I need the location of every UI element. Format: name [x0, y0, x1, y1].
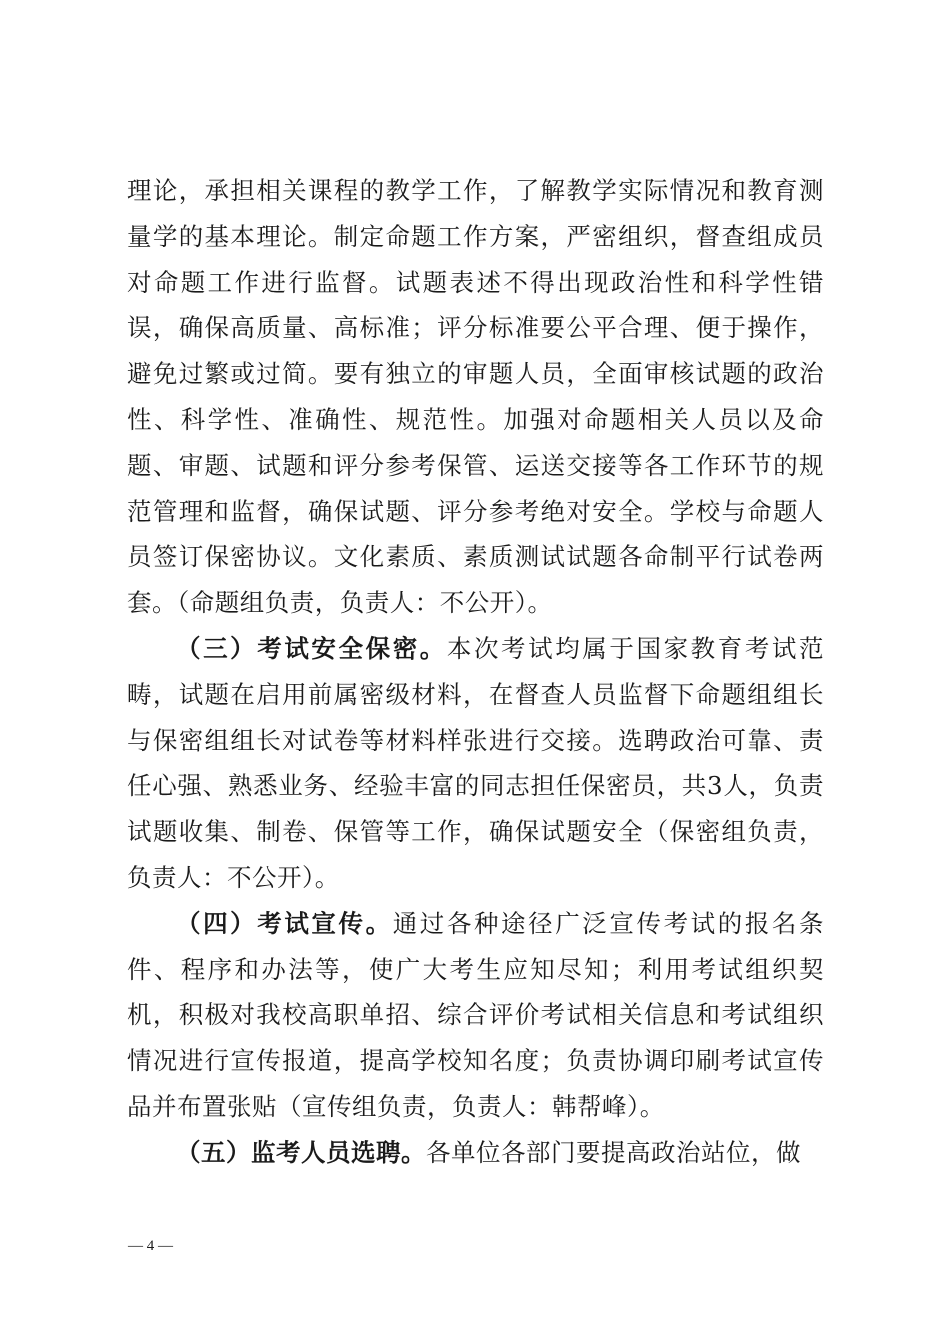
paragraph-4-text: 各单位各部门要提高政治站位，做: [426, 1137, 801, 1167]
paragraph-2-text: 本次考试均属于国家教育考试范畴，试题在启用前属密级材料，在督查人员监督下命题组组长与保密组组长对试卷等材料样张进行交接。选聘政治可靠、责任心强、熟悉业务、经验丰富的同志担任保密员，共3人，负责试题收集、制卷、保管等工作，确保试题安全（保密组负责，负责人：不公开）。: [127, 633, 825, 892]
section-heading-4: （四）考试宣传。: [176, 908, 393, 938]
paragraph-3: [127, 901, 824, 1130]
paragraph-2: [127, 626, 824, 901]
paragraph-3-text: 通过各种途径广泛宣传考试的报名条件、程序和办法等，使广大考生应知尽知；利用考试组织契机，积极对我校高职单招、综合评价考试相关信息和考试组织情况进行宣传报道，提高学校知名度；负责协调印刷考试宣传品并布置张贴（宣传组负责，负责人：韩帮峰）。: [127, 908, 825, 1121]
paragraph-1-text: 理论，承担相关课程的教学工作，了解教学实际情况和教育测量学的基本理论。制定命题工作方案，严密组织，督查组成员对命题工作进行监督。试题表述不得出现政治性和科学性错误，确保高质量、高标准；评分标准要公平合理、便于操作，避免过繁或过简。要有独立的审题人员，全面审核试题的政治性、科学性、准确性、规范性。加强对命题相关人员以及命题、审题、试题和评分参考保管、运送交接等各工作环节的规范管理和监督，确保试题、评分参考绝对安全。学校与命题人员签订保密协议。文化素质、素质测试试题各命制平行试卷两套。（命题组负责，负责人：不公开）。: [127, 176, 824, 618]
document-body: [127, 168, 824, 1176]
paragraph-4: [127, 1130, 824, 1176]
section-heading-5: （五）监考人员选聘。: [176, 1137, 426, 1167]
paragraph-1: [127, 168, 824, 626]
section-heading-3: （三）考试安全保密。: [176, 633, 447, 663]
page-number: — 4 —: [128, 1238, 173, 1254]
